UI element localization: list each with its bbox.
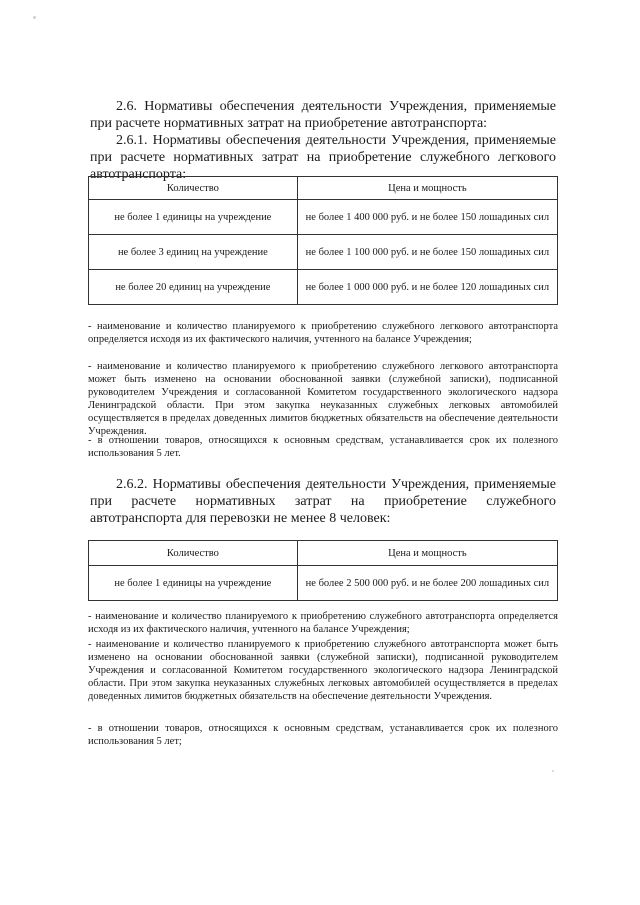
- row-quantity: не более 20 единиц на учреждение: [89, 270, 298, 305]
- note-2: - наименование и количество планируемого к приобретению служебного автотранспорта может быть изменено на основании обоснованной заявки (служебной записки), подписанной руководителем Учреждения и согласованной Комитетом государственного экологического надзора Ленинградской области. При этом закупка неуказанных служебных легковых автомобилей осуществляется в пределах доведенных лимитов бюджетных обязательств на обеспечение деятельности Учреждения.: [88, 639, 558, 702]
- row-price-power: не более 2 500 000 руб. и не более 200 лошадиных сил: [297, 566, 557, 601]
- section-2-6-1-heading: 2.6.1. Нормативы обеспечения деятельности Учреждения, применяемые при расчете нормативных затрат на приобретение служебного легкового автотранспорта:: [90, 133, 556, 182]
- scan-speck: [552, 770, 554, 772]
- row-quantity: не более 1 единицы на учреждение: [89, 200, 298, 235]
- table-row: [89, 200, 558, 235]
- row-quantity: не более 1 единицы на учреждение: [89, 566, 298, 601]
- section-2-6-2-heading: 2.6.2. Нормативы обеспечения деятельности Учреждения, применяемые при расчете нормативных затрат на приобретение служебного автотранспорта для перевозки не менее 8 человек:: [90, 477, 556, 526]
- row-price-power: не более 1 100 000 руб. и не более 150 лошадиных сил: [297, 235, 557, 270]
- note-2: - наименование и количество планируемого к приобретению служебного легкового автотранспорта может быть изменено на основании обоснованной заявки (служебной записки), подписанной руководителем Учреждения и согласованной Комитетом государственного экологического надзора Ленинградской области. При этом закупка неуказанных служебных легковых автомобилей осуществляется в пределах доведенных лимитов бюджетных обязательств на обеспечение деятельности Учреждения.: [88, 361, 558, 437]
- column-header-price-power: Цена и мощность: [297, 177, 557, 200]
- passenger-vehicle-norms-table: [88, 540, 558, 601]
- note-3: - в отношении товаров, относящихся к основным средствам, устанавливается срок их полезного использования 5 лет.: [88, 435, 558, 459]
- row-price-power: не более 1 400 000 руб. и не более 150 лошадиных сил: [297, 200, 557, 235]
- table-row: [89, 270, 558, 305]
- table-header-row: [89, 177, 558, 200]
- section-2-6-heading: 2.6. Нормативы обеспечения деятельности Учреждения, применяемые при расчете нормативных затрат на приобретение автотранспорта:: [90, 99, 556, 131]
- column-header-price-power: Цена и мощность: [297, 541, 557, 566]
- row-quantity: не более 3 единиц на учреждение: [89, 235, 298, 270]
- note-3: - в отношении товаров, относящихся к основным средствам, устанавливается срок их полезного использования 5 лет;: [88, 723, 558, 747]
- column-header-quantity: Количество: [89, 177, 298, 200]
- table-header-row: [89, 541, 558, 566]
- column-header-quantity: Количество: [89, 541, 298, 566]
- table-row: [89, 566, 558, 601]
- vehicle-norms-table: [88, 176, 558, 305]
- note-1: - наименование и количество планируемого к приобретению служебного легкового автотранспорта определяется исходя из их фактического наличия, учтенного на балансе Учреждения;: [88, 321, 558, 345]
- note-1: - наименование и количество планируемого к приобретению служебного автотранспорта определяется исходя из их фактического наличия, учтенного на балансе Учреждения;: [88, 611, 558, 635]
- table-row: [89, 235, 558, 270]
- scan-speck: [33, 16, 36, 19]
- row-price-power: не более 1 000 000 руб. и не более 120 лошадиных сил: [297, 270, 557, 305]
